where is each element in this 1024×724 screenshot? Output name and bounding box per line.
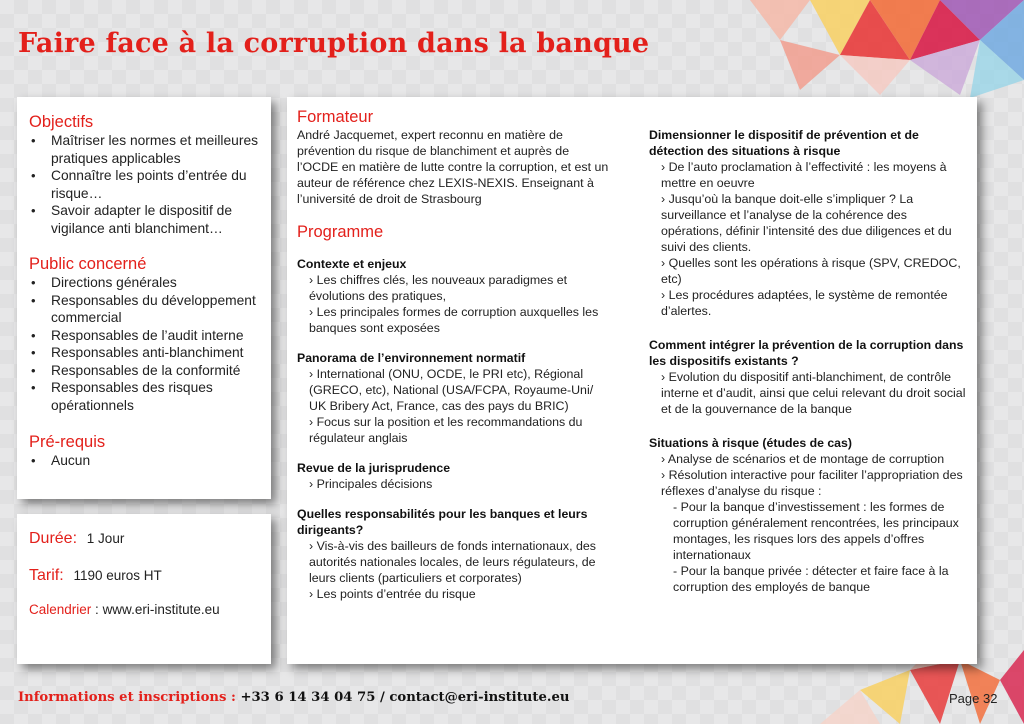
section-title: Revue de la jurisprudence bbox=[297, 461, 451, 475]
section-item: › Les points d’entrée du risque bbox=[309, 587, 476, 601]
calendrier-label: Calendrier bbox=[29, 602, 92, 617]
section-title: Situations à risque (études de cas) bbox=[649, 436, 852, 450]
summary-panel bbox=[17, 97, 271, 499]
programme-section bbox=[649, 337, 967, 417]
section-item: › Quelles sont les opérations à risque (SPV, CREDOC, etc) bbox=[661, 256, 961, 286]
list-item: • Maîtriser les normes et meilleures pratiques applicables bbox=[29, 132, 265, 167]
footer-contact-value: +33 6 14 34 04 75 / contact@eri-institute.eu bbox=[240, 690, 570, 705]
section-title: Contexte et enjeux bbox=[297, 257, 407, 271]
objectifs-heading: Objectifs bbox=[29, 113, 94, 131]
public-section bbox=[29, 255, 265, 414]
section-title: Panorama de l’environnement normatif bbox=[297, 351, 526, 365]
prerequis-heading: Pré-requis bbox=[29, 433, 106, 451]
list-item: • Savoir adapter le dispositif de vigilance anti blanchiment… bbox=[29, 202, 265, 237]
main-column-right bbox=[649, 127, 967, 595]
programme-section bbox=[297, 350, 609, 446]
page-title: Faire face à la corruption dans la banque bbox=[18, 28, 650, 59]
section-item: › Jusqu’où la banque doit-elle s’impliquer ? La surveillance et l’analyse de la cohérence des opérations, définir l’intensité des due diligences et du suivi des clients. bbox=[661, 192, 952, 254]
list-item: • Aucun bbox=[29, 452, 265, 470]
section-title: Dimensionner le dispositif de prévention et de détection des situations à risque bbox=[649, 128, 919, 158]
section-item: › Principales décisions bbox=[309, 477, 433, 491]
section-item: › Analyse de scénarios et de montage de corruption bbox=[661, 452, 945, 466]
tarif-label: Tarif bbox=[29, 567, 60, 584]
objectifs-list bbox=[29, 132, 265, 237]
footer-contact-label: Informations et inscriptions : bbox=[18, 690, 236, 705]
programme-section bbox=[649, 127, 967, 319]
list-item: • Responsables anti-blanchiment bbox=[29, 344, 265, 362]
programme-heading: Programme bbox=[297, 223, 384, 241]
list-item: • Directions générales bbox=[29, 274, 265, 292]
duree-value: 1 Jour bbox=[86, 531, 125, 546]
section-item: › Résolution interactive pour faciliter l’appropriation des réflexes d’analyse du risque : bbox=[661, 468, 963, 498]
section-item: › Les principales formes de corruption auxquelles les banques sont exposées bbox=[309, 305, 599, 335]
section-item: › Focus sur la position et les recommandations du régulateur anglais bbox=[309, 415, 583, 445]
list-item: • Connaître les points d’entrée du risque… bbox=[29, 167, 265, 202]
section-item: › Les chiffres clés, les nouveaux paradigmes et évolutions des pratiques, bbox=[309, 273, 568, 303]
section-item: › Evolution du dispositif anti-blanchiment, de contrôle interne et d’audit, ainsi que celui relevant du droit social et de la gouvernance de la banque bbox=[661, 370, 966, 416]
section-title: Quelles responsabilités pour les banques et leurs dirigeants? bbox=[297, 507, 588, 537]
page-number: Page 32 bbox=[949, 691, 998, 706]
section-subitem: - Pour la banque d’investissement : les formes de corruption généralement rencontrées, les principaux montages, les risques lors des appels d’offres internationaux bbox=[673, 500, 959, 562]
duree-line: Durée: 1 Jour bbox=[29, 530, 125, 547]
section-title: Comment intégrer la prévention de la corruption dans les dispositifs existants ? bbox=[649, 338, 964, 368]
info-panel bbox=[17, 514, 271, 664]
main-panel bbox=[287, 97, 977, 664]
tarif-line: Tarif: 1190 euros HT bbox=[29, 567, 162, 584]
list-item: • Responsables de l’audit interne bbox=[29, 327, 265, 345]
list-item: • Responsables de la conformité bbox=[29, 362, 265, 380]
programme-section bbox=[297, 256, 609, 336]
formateur-heading: Formateur bbox=[297, 108, 374, 126]
section-item: › Vis-à-vis des bailleurs de fonds internationaux, des autorités nationales locales, de leurs régulateurs, de leurs clients (particuliers et corporates) bbox=[309, 539, 596, 585]
programme-section bbox=[297, 506, 609, 602]
section-item: › De l’auto proclamation à l’effectivité : les moyens à mettre en oeuvre bbox=[661, 160, 947, 190]
list-item: • Responsables du développement commercial bbox=[29, 292, 265, 327]
list-item: • Responsables des risques opérationnels bbox=[29, 379, 265, 414]
decorative-polygons-top bbox=[740, 0, 1024, 100]
prerequis-list bbox=[29, 452, 265, 470]
programme-section bbox=[297, 460, 609, 492]
duree-label: Durée bbox=[29, 530, 73, 547]
section-item: › International (ONU, OCDE, le PRI etc), Régional (GRECO, etc), National (USA/FCPA, Royaume-Uni/ UK Bribery Act, France, cas des pays du BRIC) bbox=[309, 367, 594, 413]
public-list bbox=[29, 274, 265, 414]
formateur-text: André Jacquemet, expert reconnu en matière de prévention du risque de blanchiment et auprès de l’OCDE en matière de lutte contre la corruption, et est un auteur de référence chez LEXIS-NEXIS. Enseignant à l’université de droit de Strasbourg bbox=[297, 128, 609, 206]
calendrier-line: Calendrier : www.eri-institute.eu bbox=[29, 602, 220, 617]
programme-section bbox=[649, 435, 967, 595]
main-column-left bbox=[297, 108, 609, 602]
footer-contact bbox=[18, 690, 569, 705]
section-item: › Les procédures adaptées, le système de remontée d’alertes. bbox=[661, 288, 948, 318]
section-subitem: - Pour la banque privée : détecter et faire face à la corruption des employés de banque bbox=[673, 564, 949, 594]
objectifs-section bbox=[29, 113, 265, 237]
prerequis-section bbox=[29, 433, 265, 470]
tarif-value: 1190 euros HT bbox=[73, 568, 162, 583]
public-heading: Public concerné bbox=[29, 255, 147, 273]
calendrier-link[interactable]: www.eri-institute.eu bbox=[102, 602, 220, 617]
